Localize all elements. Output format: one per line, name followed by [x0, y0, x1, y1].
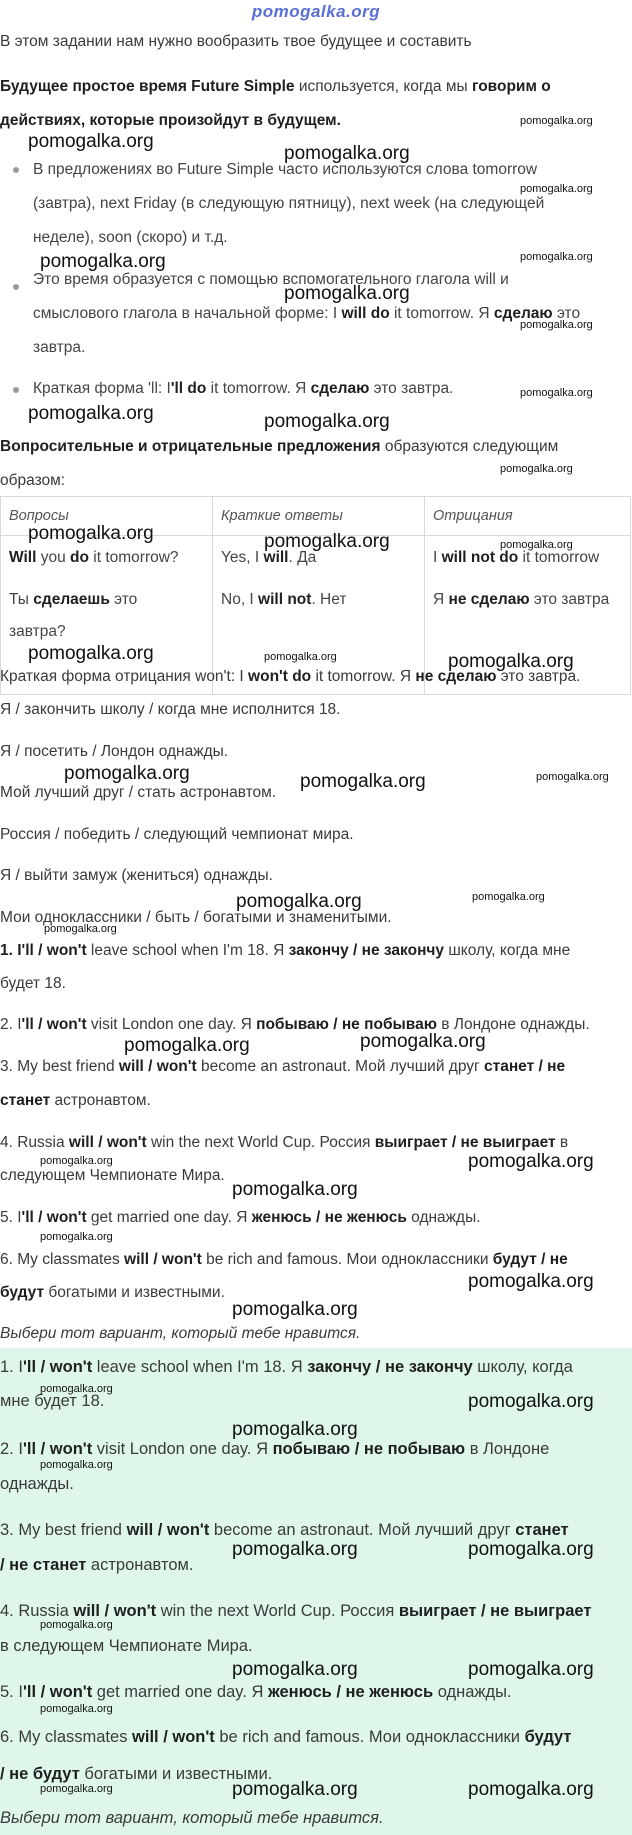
prompt-2: Я / посетить / Лондон однажды. — [0, 743, 229, 760]
prompt-1: Я / закончить школу / когда мне исполнится 18. — [0, 701, 341, 718]
answer-sentence-3: 3. My best friend will / won't become an astronaut. Мой лучший друг станет / не — [0, 1058, 566, 1075]
green-sentence-1-cont: мне будет 18. — [0, 1392, 105, 1410]
bullet-dot — [13, 284, 19, 290]
answer-sentence-4-cont: следующем Чемпионате Мира. — [0, 1167, 225, 1184]
watermark: pomogalka.org — [124, 1035, 250, 1056]
watermark: pomogalka.org — [28, 131, 154, 152]
answer-sentence-1-cont: будет 18. — [0, 975, 66, 992]
watermark: pomogalka.org — [232, 1419, 358, 1440]
table-header-answers: Краткие ответы — [213, 497, 425, 536]
answer-sentence-2: 2. I'll / won't visit London one day. Я побываю / не побываю в Лондоне однажды. — [0, 1016, 590, 1033]
questions-intro-line-2: образом: — [0, 472, 66, 489]
watermark: pomogalka.org — [360, 1031, 486, 1052]
green-sentence-4-cont: в следующем Чемпионате Мира. — [0, 1637, 253, 1655]
watermark: pomogalka.org — [300, 771, 426, 792]
green-sentence-6-cont: / не будут богатыми и известными. — [0, 1765, 273, 1783]
rule-line-1: Будущее простое время Future Simple используется, когда мы говорим о — [0, 78, 551, 95]
watermark: pomogalka.org — [40, 1231, 113, 1243]
green-sentence-5: 5. I'll / won't get married one day. Я женюсь / не женюсь однажды. — [0, 1683, 512, 1701]
watermark: pomogalka.org — [284, 283, 410, 304]
watermark: pomogalka.org — [40, 251, 166, 272]
table-header-negatives: Отрицания — [425, 497, 631, 536]
watermark: pomogalka.org — [28, 643, 154, 664]
watermark: pomogalka.org — [44, 923, 117, 935]
rule-line-2: действиях, которые произойдут в будущем. — [0, 112, 341, 129]
watermark: pomogalka.org — [40, 1383, 113, 1395]
bullet-dot — [13, 167, 19, 173]
watermark: pomogalka.org — [472, 891, 545, 903]
bullet-1-line-1: В предложениях во Future Simple часто используются слова tomorrow — [33, 161, 538, 178]
watermark: pomogalka.org — [500, 463, 573, 475]
watermark: pomogalka.org — [448, 651, 574, 672]
watermark: pomogalka.org — [520, 319, 593, 331]
short-negative-form: Краткая форма отрицания won't: I won't do it tomorrow. Я не сделаю это завтра. — [0, 668, 581, 685]
site-header-logo[interactable]: pomogalka.org — [251, 2, 381, 21]
green-sentence-1: 1. I'll / won't leave school when I'm 18. Я закончу / не закончу школу, когда — [0, 1358, 573, 1376]
green-sentence-6: 6. My classmates will / won't be rich and famous. Мои одноклассники будут — [0, 1728, 572, 1746]
answer-sentence-6-cont: будут богатыми и известными. — [0, 1284, 225, 1301]
watermark: pomogalka.org — [284, 143, 410, 164]
watermark: pomogalka.org — [40, 1703, 113, 1715]
watermark: pomogalka.org — [232, 1299, 358, 1320]
questions-intro-line-1: Вопросительные и отрицательные предложения образуются следующим — [0, 438, 559, 455]
question-1: Will you do it tomorrow? — [9, 549, 179, 566]
prompt-6: Мои одноклассники / быть / богатыми и знаменитыми. — [0, 909, 392, 926]
green-sentence-3-cont: / не станет астронавтом. — [0, 1556, 194, 1574]
green-choose-hint: Выбери тот вариант, который тебе нравится. — [0, 1809, 384, 1827]
watermark: pomogalka.org — [468, 1659, 594, 1680]
watermark: pomogalka.org — [264, 531, 390, 552]
bullet-2-line-1: Это время образуется с помощью вспомогательного глагола will и — [33, 271, 509, 288]
watermark: pomogalka.org — [232, 1179, 358, 1200]
negative-2: Я не сделаю это завтра — [433, 591, 610, 608]
negative-1: I will not do it tomorrow — [433, 549, 600, 566]
answer-sentence-6: 6. My classmates will / won't be rich and famous. Мои одноклассники будут / не — [0, 1251, 568, 1268]
green-sentence-2: 2. I'll / won't visit London one day. Я побываю / не побываю в Лондоне — [0, 1440, 550, 1458]
watermark: pomogalka.org — [468, 1779, 594, 1800]
watermark: pomogalka.org — [520, 115, 593, 127]
watermark: pomogalka.org — [264, 651, 337, 663]
answer-sentence-5: 5. I'll / won't get married one day. Я женюсь / не женюсь однажды. — [0, 1209, 481, 1226]
bullet-1-line-2: (завтра), next Friday (в следующую пятницу), next week (на следующей — [33, 195, 545, 212]
watermark: pomogalka.org — [468, 1391, 594, 1412]
bullet-1-line-3: неделе), soon (скоро) и т.д. — [33, 229, 228, 246]
watermark: pomogalka.org — [520, 387, 593, 399]
green-sentence-3: 3. My best friend will / won't become an astronaut. Мой лучший друг станет — [0, 1521, 569, 1539]
bullet-3-line: Краткая форма 'll: I'll do it tomorrow. Я сделаю это завтра. — [33, 380, 454, 397]
watermark: pomogalka.org — [236, 891, 362, 912]
answer-sentence-1: 1. I'll / won't leave school when I'm 18. Я закончу / не закончу школу, когда мне — [0, 942, 571, 959]
answer-2: No, I will not. Нет — [221, 591, 347, 608]
bullet-dot — [13, 387, 19, 393]
watermark: pomogalka.org — [40, 1155, 113, 1167]
watermark: pomogalka.org — [28, 523, 154, 544]
choose-hint: Выбери тот вариант, который тебе нравится. — [0, 1325, 361, 1342]
watermark: pomogalka.org — [520, 183, 593, 195]
prompt-3: Мой лучший друг / стать астронавтом. — [0, 784, 277, 801]
watermark: pomogalka.org — [28, 403, 154, 424]
watermark: pomogalka.org — [500, 539, 573, 551]
watermark: pomogalka.org — [40, 1459, 113, 1471]
answer-sentence-4: 4. Russia will / won't win the next World Cup. Россия выиграет / не выиграет в — [0, 1134, 569, 1151]
prompt-4: Россия / победить / следующий чемпионат мира. — [0, 826, 354, 843]
answer-sentence-3-cont: станет астронавтом. — [0, 1092, 151, 1109]
table-header-questions: Вопросы — [1, 497, 213, 536]
watermark: pomogalka.org — [468, 1151, 594, 1172]
question-2: Ты сделаешь это — [9, 591, 138, 608]
watermark: pomogalka.org — [40, 1783, 113, 1795]
watermark: pomogalka.org — [232, 1779, 358, 1800]
green-sentence-4: 4. Russia will / won't win the next World Cup. Россия выиграет / не выиграет — [0, 1602, 592, 1620]
watermark: pomogalka.org — [468, 1539, 594, 1560]
intro-text: В этом задании нам нужно вообразить твое будущее и составить — [0, 33, 472, 50]
bullet-2-line-3: завтра. — [33, 339, 86, 356]
watermark: pomogalka.org — [40, 1619, 113, 1631]
watermark: pomogalka.org — [468, 1271, 594, 1292]
prompt-5: Я / выйти замуж (жениться) однажды. — [0, 867, 273, 884]
answer-1: Yes, I will. Да — [221, 549, 317, 566]
watermark: pomogalka.org — [64, 763, 190, 784]
watermark: pomogalka.org — [232, 1539, 358, 1560]
question-2-cont: завтра? — [9, 623, 66, 640]
watermark: pomogalka.org — [536, 771, 609, 783]
watermark: pomogalka.org — [232, 1659, 358, 1680]
green-sentence-2-cont: однажды. — [0, 1475, 74, 1493]
bullet-2-line-2: смыслового глагола в начальной форме: I will do it tomorrow. Я сделаю это — [33, 305, 581, 322]
watermark: pomogalka.org — [264, 411, 390, 432]
watermark: pomogalka.org — [520, 251, 593, 263]
